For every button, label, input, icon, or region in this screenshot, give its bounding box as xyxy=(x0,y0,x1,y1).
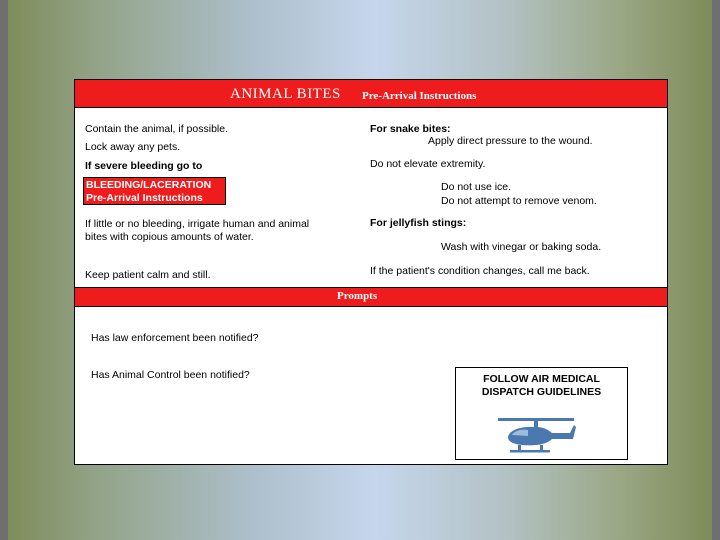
page-subtitle: Pre-Arrival Instructions xyxy=(362,90,477,102)
link-line-1: BLEEDING/LACERATION xyxy=(86,179,212,191)
severe-bleeding-heading: If severe bleeding go to xyxy=(85,160,203,172)
irrigate-text-line-1: If little or no bleeding, irrigate human and animal xyxy=(85,218,310,230)
snake-pressure-text: Apply direct pressure to the wound. xyxy=(428,135,593,147)
elevate-text: Do not elevate extremity. xyxy=(370,158,486,170)
animal-control-prompt: Has Animal Control been notified? xyxy=(91,369,250,381)
guidelines-line-1: FOLLOW AIR MEDICAL xyxy=(483,373,600,385)
guidelines-text xyxy=(456,373,627,399)
right-frame-border xyxy=(712,0,720,540)
jellyfish-wash-text: Wash with vinegar or baking soda. xyxy=(441,241,602,253)
keep-calm-text: Keep patient calm and still. xyxy=(85,269,211,281)
irrigate-text-line-2: bites with copious amounts of water. xyxy=(85,231,254,243)
contain-animal-text: Contain the animal, if possible. xyxy=(85,123,228,135)
air-medical-guidelines-box[interactable] xyxy=(455,367,628,460)
no-venom-text: Do not attempt to remove venom. xyxy=(441,195,597,207)
snake-bites-heading: For snake bites: xyxy=(370,123,451,135)
lock-pets-text: Lock away any pets. xyxy=(85,141,181,153)
prompts-label: Prompts xyxy=(337,290,378,302)
prompts-bar xyxy=(75,287,667,307)
left-frame-border xyxy=(0,0,8,540)
helicopter-icon xyxy=(496,415,576,455)
law-enforcement-prompt: Has law enforcement been notified? xyxy=(91,332,259,344)
condition-change-text: If the patient's condition changes, call me back. xyxy=(370,265,590,277)
instruction-card xyxy=(74,79,668,465)
bleeding-laceration-link[interactable] xyxy=(83,177,226,205)
guidelines-line-2: DISPATCH GUIDELINES xyxy=(481,386,602,398)
no-ice-text: Do not use ice. xyxy=(441,181,512,193)
title-bar xyxy=(75,80,667,108)
link-line-2: Pre-Arrival Instructions xyxy=(86,192,203,204)
page-title: ANIMAL BITES xyxy=(230,86,341,102)
jellyfish-heading: For jellyfish stings: xyxy=(370,217,467,229)
